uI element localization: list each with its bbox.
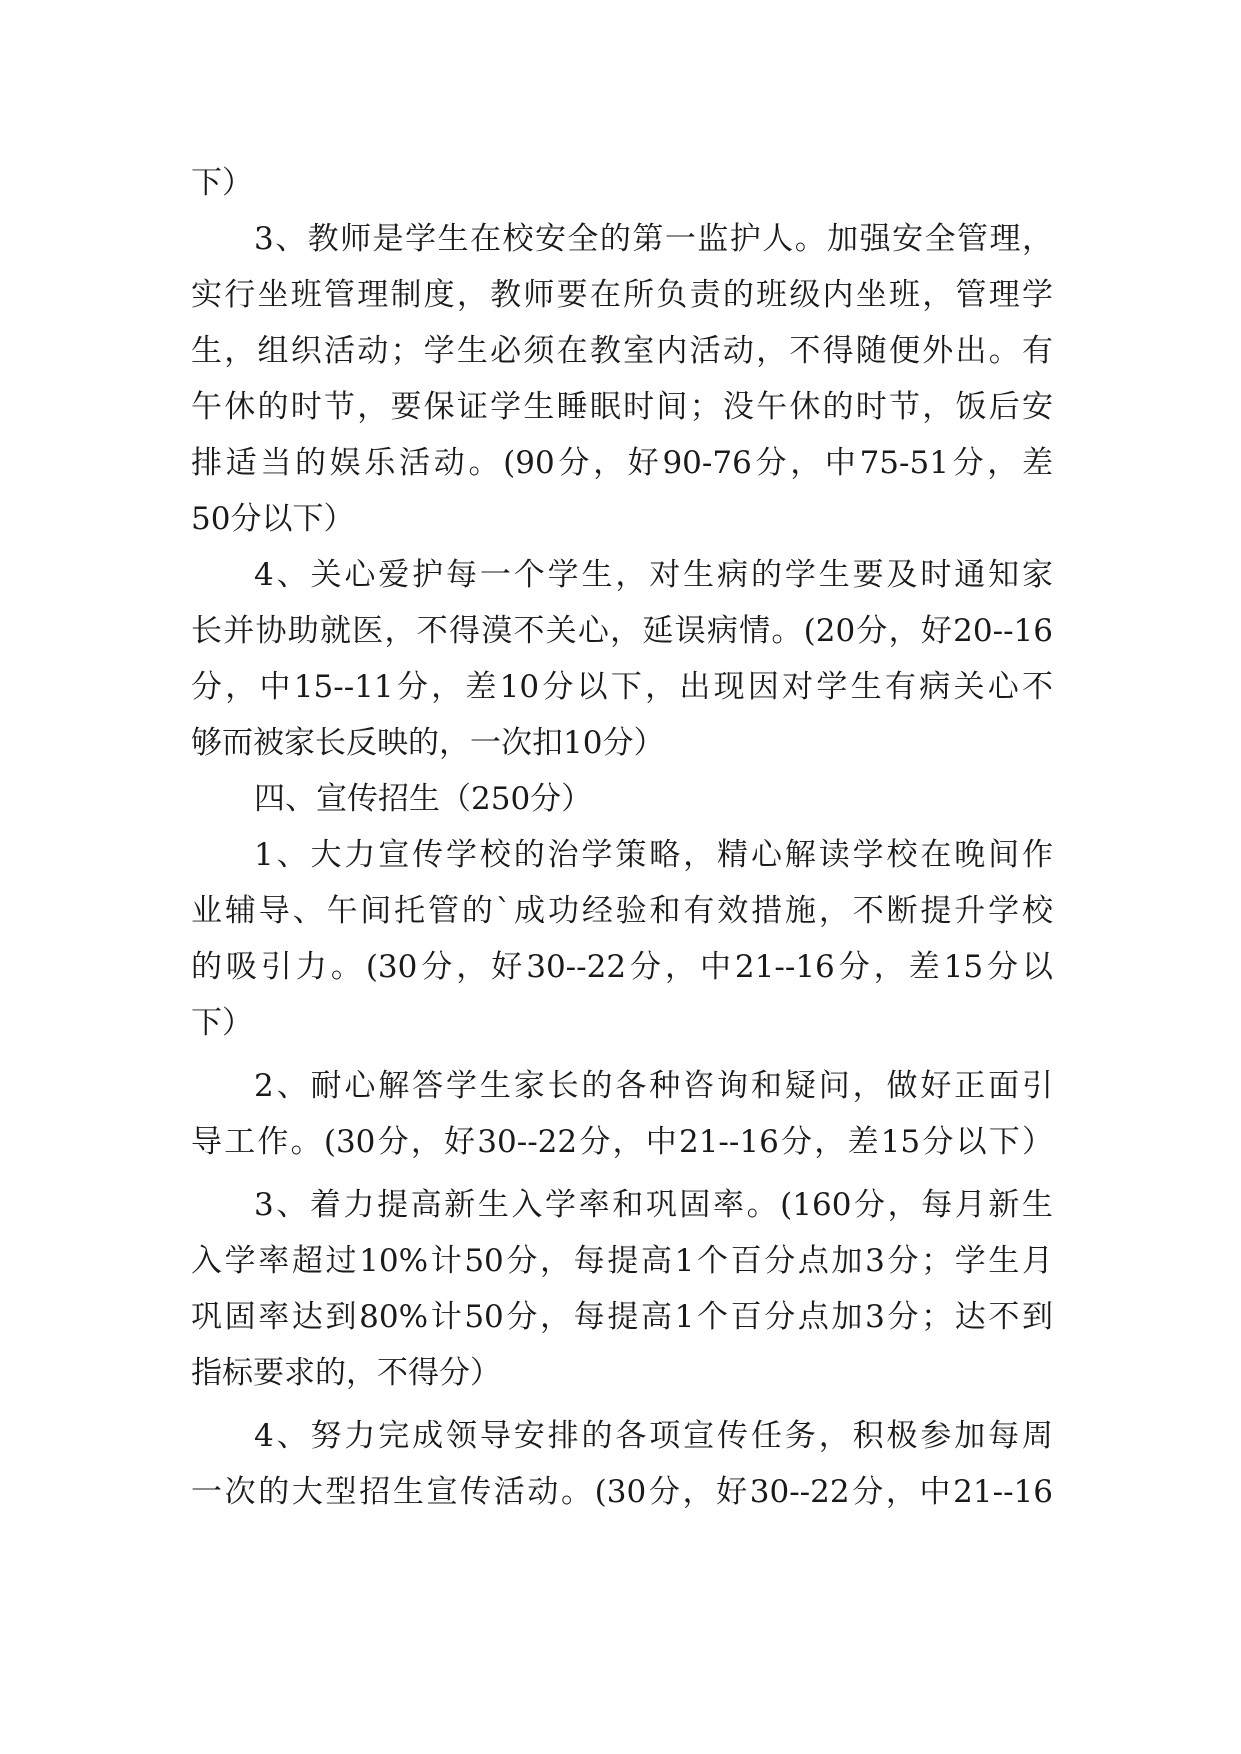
text-line: 下） <box>191 165 253 201</box>
text-line: 1、大力宣传学校的治学策略，精心解读学校在晚间作 <box>254 837 1053 873</box>
text-line: 分，中15--11分，差10分以下，出现因对学生有病关心不 <box>191 669 1053 705</box>
text-line: 3、着力提高新生入学率和巩固率。(160分，每月新生 <box>254 1187 1053 1223</box>
text-line: 入学率超过10%计50分，每提高1个百分点加3分；学生月 <box>191 1243 1053 1279</box>
text-line: 4、关心爱护每一个学生，对生病的学生要及时通知家 <box>254 557 1053 593</box>
section-heading: 四、宣传招生（250分） <box>254 781 593 817</box>
text-line: 午休的时节，要保证学生睡眠时间；没午休的时节，饭后安 <box>191 389 1053 425</box>
text-line: 巩固率达到80%计50分，每提高1个百分点加3分；达不到 <box>191 1299 1053 1335</box>
text-line: 的吸引力。(30分，好30--22分，中21--16分，差15分以 <box>191 949 1053 985</box>
text-line: 生，组织活动；学生必须在教室内活动，不得随便外出。有 <box>191 333 1053 369</box>
text-line: 一次的大型招生宣传活动。(30分，好30--22分，中21--16 <box>191 1474 1053 1510</box>
text-line: 导工作。(30分，好30--22分，中21--16分，差15分以下） <box>191 1124 1053 1160</box>
text-line: 排适当的娱乐活动。(90分，好90-76分，中75-51分，差 <box>191 445 1053 481</box>
text-line: 业辅导、午间托管的`成功经验和有效措施，不断提升学校 <box>191 893 1053 929</box>
text-line: 指标要求的，不得分） <box>191 1355 501 1391</box>
text-line: 4、努力完成领导安排的各项宣传任务，积极参加每周 <box>254 1418 1053 1454</box>
text-line: 长并协助就医，不得漠不关心，延误病情。(20分，好20--16 <box>191 613 1053 649</box>
text-line: 够而被家长反映的，一次扣10分） <box>191 725 665 761</box>
text-line: 下） <box>191 1005 253 1041</box>
text-line: 实行坐班管理制度，教师要在所负责的班级内坐班，管理学 <box>191 277 1053 313</box>
text-line: 50分以下） <box>191 501 355 537</box>
text-line: 2、耐心解答学生家长的各种咨询和疑问，做好正面引 <box>254 1068 1053 1104</box>
text-line: 3、教师是学生在校安全的第一监护人。加强安全管理， <box>254 221 1053 257</box>
